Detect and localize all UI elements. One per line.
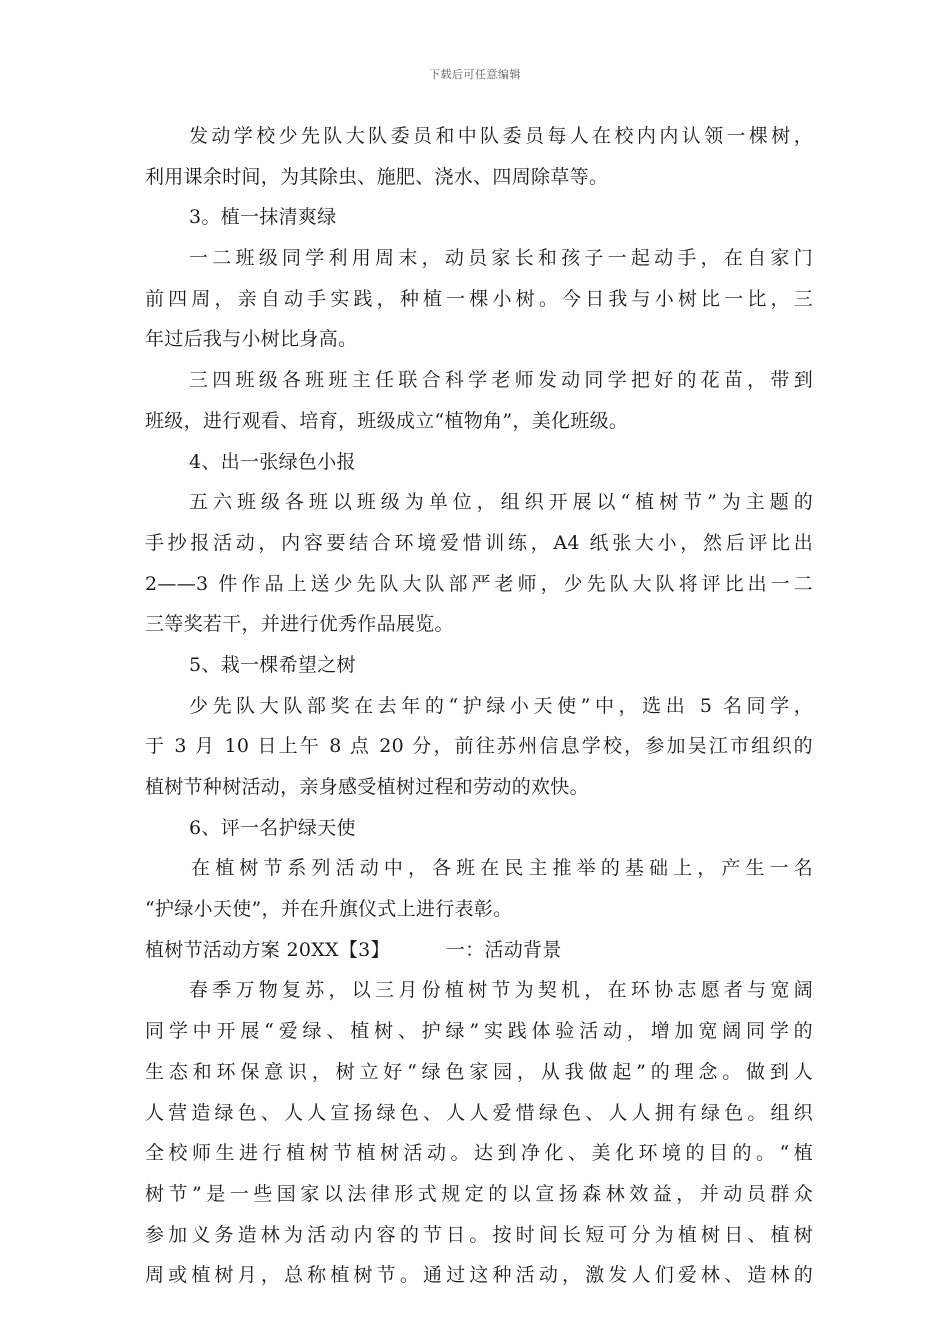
item-heading: 6、评一名护绿天使 [189, 816, 356, 839]
paragraph-line: 一二班级同学利用周末，动员家长和孩子一起动手，在自家门 [189, 247, 813, 270]
item-heading: 4、出一张绿色小报 [189, 450, 356, 473]
paragraph-line: 全校师生进行植树节植树活动。达到净化、美化环境的目的。“植 [145, 1142, 813, 1165]
paragraph-line: 周或植树月，总称植树节。通过这种活动，激发人们爱林、造林的 [145, 1264, 813, 1287]
paragraph-line: 2——3 件作品上送少先队大队部严老师，少先队大队将评比出一二 [145, 572, 813, 595]
paragraph-line: “护绿小天使”，并在升旗仪式上进行表彰。 [145, 898, 513, 921]
paragraph-line: 前四周，亲自动手实践，种植一棵小树。今日我与小树比一比，三 [145, 287, 813, 310]
paragraph-line: 植树节种树活动，亲身感受植树过程和劳动的欢快。 [145, 776, 589, 798]
paragraph-line: 年过后我与小树比身高。 [145, 328, 358, 351]
paragraph-line: 手抄报活动，内容要结合环境爱惜训练，A4 纸张大小，然后评比出 [145, 531, 813, 554]
paragraph-line: 三等奖若干，并进行优秀作品展览。 [145, 613, 454, 636]
paragraph-line: 生态和环保意识，树立好“绿色家园，从我做起”的理念。做到人 [145, 1060, 813, 1083]
section-subtitle: 一：活动背景 [445, 938, 562, 961]
document-body [145, 116, 813, 1296]
page-header: 下载后可任意编辑 [429, 68, 521, 81]
item-heading: 5、栽一棵希望之树 [189, 653, 356, 676]
section-title: 植树节活动方案 20XX【3】 [145, 938, 390, 961]
paragraph-line: 班级，进行观看、培育，班级成立“植物角”，美化班级。 [145, 409, 629, 432]
paragraph-line: 在植树节系列活动中，各班在民主推举的基础上，产生一名 [191, 857, 813, 880]
paragraph-line: 树节”是一些国家以法律形式规定的以宣扬森林效益，并动员群众 [145, 1182, 813, 1205]
paragraph-line: 五六班级各班以班级为单位，组织开展以“植树节”为主题的 [189, 491, 813, 514]
item-heading: 3。植一抹清爽绿 [189, 206, 337, 229]
paragraph-line: 参加义务造林为活动内容的节日。按时间长短可分为植树日、植树 [145, 1223, 813, 1246]
paragraph-line: 春季万物复苏，以三月份植树节为契机，在环协志愿者与宽阔 [189, 979, 813, 1002]
paragraph-line: 同学中开展“爱绿、植树、护绿”实践体验活动，增加宽阔同学的 [145, 1020, 813, 1043]
section-heading [145, 930, 813, 971]
paragraph-line: 发动学校少先队大队委员和中队委员每人在校内内认领一棵树， [189, 125, 813, 147]
paragraph-line: 三四班级各班班主任联合科学老师发动同学把好的花苗，带到 [189, 369, 813, 392]
paragraph-line: 于 3 月 10 日上午 8 点 20 分，前往苏州信息学校，参加吴江市组织的 [145, 735, 813, 758]
paragraph-line: 利用课余时间，为其除虫、施肥、浇水、四周除草等。 [145, 165, 609, 188]
paragraph-line: 人营造绿色、人人宣扬绿色、人人爱惜绿色、人人拥有绿色。组织 [145, 1101, 813, 1124]
paragraph-line: 少先队大队部奖在去年的“护绿小天使”中，选出 5 名同学， [189, 694, 813, 717]
